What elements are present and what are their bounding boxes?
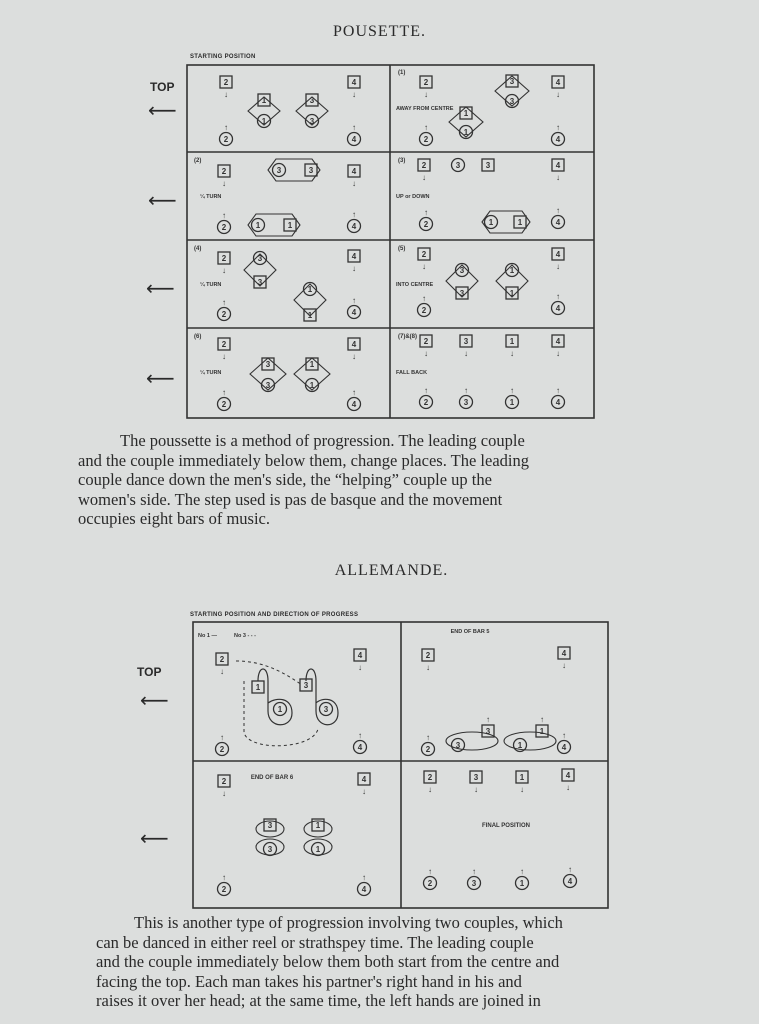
- pousette-diagram: [186, 64, 596, 420]
- paragraph-line: raises it over her head; at the same time, the left hands are joined in: [96, 991, 541, 1010]
- dancer-number: 3: [473, 773, 479, 782]
- cell-label: FINAL POSITION: [482, 823, 530, 829]
- left-arrow-icon: ⟵: [148, 98, 177, 122]
- dancer-number: 2: [421, 306, 427, 315]
- dancer-number: 2: [223, 78, 229, 87]
- step-label: ¼ TURN: [200, 194, 222, 200]
- allemande-diagram: [192, 621, 610, 911]
- dancer-number: 2: [221, 400, 227, 409]
- dancer-number: 2: [221, 310, 227, 319]
- dancer-number: 3: [455, 741, 461, 750]
- dancer-number: 1: [255, 221, 261, 230]
- up-arrow-icon: ↑: [222, 388, 226, 397]
- paragraph-line: can be danced in either reel or strathspey time. The leading couple: [96, 932, 534, 952]
- dancer-number: 2: [421, 250, 427, 259]
- up-arrow-icon: ↑: [464, 386, 468, 395]
- up-arrow-icon: ↑: [220, 733, 224, 742]
- step-label: ¼ TURN: [200, 282, 222, 288]
- dancer-number: 1: [463, 109, 469, 118]
- dancer-number: 1: [309, 381, 315, 390]
- dancer-number: 3: [265, 381, 271, 390]
- up-arrow-icon: ↑: [426, 733, 430, 742]
- dancer-number: 1: [488, 218, 494, 227]
- down-arrow-icon: ↓: [224, 90, 228, 99]
- down-arrow-icon: ↓: [426, 663, 430, 672]
- up-arrow-icon: ↑: [224, 123, 228, 132]
- down-arrow-icon: ↓: [422, 173, 426, 182]
- dancer-number: 1: [261, 117, 267, 126]
- dancer-number: 3: [276, 166, 282, 175]
- step-number: (5): [398, 246, 406, 252]
- up-arrow-icon: ↑: [352, 210, 356, 219]
- dance-path-no1: [255, 669, 292, 725]
- dancer-number: 1: [255, 683, 261, 692]
- dancer-number: 3: [309, 117, 315, 126]
- step-label: AWAY FROM CENTRE: [396, 106, 454, 112]
- pousette-title: POUSETTE.: [333, 23, 426, 40]
- dancer-number: 4: [351, 340, 357, 349]
- dancer-number: 1: [287, 221, 293, 230]
- step-number: (3): [398, 158, 406, 164]
- dancer-number: 1: [539, 727, 545, 736]
- paragraph-line: women's side. The step used is pas de basque and the movement: [78, 489, 503, 509]
- dancer-number: 1: [509, 398, 515, 407]
- up-arrow-icon: ↑: [358, 731, 362, 740]
- dancer-number: 2: [423, 398, 429, 407]
- dancer-number: 3: [509, 77, 515, 86]
- paragraph-line: facing the top. Each man takes his partner's right hand in his and: [96, 971, 522, 991]
- down-arrow-icon: ↓: [352, 179, 356, 188]
- left-arrow-icon: ⟵: [148, 188, 177, 212]
- up-arrow-icon: ↑: [424, 208, 428, 217]
- paragraph-line: The poussette is a method of progression. The leading couple: [120, 431, 525, 450]
- down-arrow-icon: ↓: [464, 349, 468, 358]
- dancer-number: 1: [517, 741, 523, 750]
- up-arrow-icon: ↑: [568, 865, 572, 874]
- dancer-number: 1: [307, 311, 313, 320]
- dancer-number: 2: [425, 745, 431, 754]
- left-arrow-icon: ⟵: [146, 276, 175, 300]
- dancer-number: 2: [423, 135, 429, 144]
- up-arrow-icon: ↑: [352, 296, 356, 305]
- down-arrow-icon: ↓: [222, 179, 226, 188]
- up-arrow-icon: ↑: [428, 867, 432, 876]
- up-arrow-icon: ↑: [520, 867, 524, 876]
- down-arrow-icon: ↓: [362, 787, 366, 796]
- dancer-number: 4: [357, 651, 363, 660]
- up-arrow-icon: ↑: [222, 211, 226, 220]
- dancer-number: 3: [323, 705, 329, 714]
- dancer-number: 1: [261, 96, 267, 105]
- up-arrow-icon: ↑: [472, 867, 476, 876]
- pousette-paragraph: [78, 431, 681, 529]
- up-arrow-icon: ↑: [556, 386, 560, 395]
- dancer-number: 3: [463, 337, 469, 346]
- up-arrow-icon: ↑: [556, 206, 560, 215]
- dancer-number: 4: [561, 649, 567, 658]
- down-arrow-icon: ↓: [556, 90, 560, 99]
- dancer-number: 1: [307, 285, 313, 294]
- step-number: (6): [194, 334, 202, 340]
- allemande-starting-label: STARTING POSITION AND DIRECTION OF PROGRESS: [190, 612, 359, 618]
- down-arrow-icon: ↓: [352, 352, 356, 361]
- dancer-number: 4: [555, 250, 561, 259]
- up-arrow-icon: ↑: [422, 294, 426, 303]
- dancer-number: 4: [555, 218, 561, 227]
- dance-path-no3: [303, 669, 338, 725]
- paragraph-line: and the couple immediately below them both start from the centre and: [96, 952, 560, 971]
- dancer-number: 3: [463, 398, 469, 407]
- dancer-number: 4: [555, 78, 561, 87]
- step-label: UP or DOWN: [396, 194, 430, 200]
- up-arrow-icon: ↑: [424, 386, 428, 395]
- paragraph-line: and the couple immediately below them, change places. The leading: [78, 450, 529, 470]
- dancer-number: 4: [555, 135, 561, 144]
- up-arrow-icon: ↑: [352, 388, 356, 397]
- dancer-number: 1: [309, 360, 315, 369]
- dancer-number: 4: [351, 222, 357, 231]
- dancer-number: 3: [309, 96, 315, 105]
- dancer-number: 4: [351, 167, 357, 176]
- dancer-number: 3: [485, 161, 491, 170]
- up-arrow-icon: ↑: [424, 123, 428, 132]
- allemande-paragraph: [96, 913, 706, 1011]
- legend-no1: No 1 —: [198, 633, 217, 639]
- down-arrow-icon: ↓: [352, 90, 356, 99]
- dancer-number: 1: [277, 705, 283, 714]
- pousette-starting-label: STARTING POSITION: [190, 54, 256, 60]
- up-arrow-icon: ↑: [222, 873, 226, 882]
- down-arrow-icon: ↓: [556, 349, 560, 358]
- cell-label: END OF BAR 5: [450, 629, 490, 635]
- down-arrow-icon: ↓: [352, 264, 356, 273]
- dancer-number: 2: [423, 220, 429, 229]
- left-arrow-icon: ⟵: [140, 826, 169, 850]
- dancer-number: 2: [223, 135, 229, 144]
- dancer-number: 4: [561, 743, 567, 752]
- step-number: (4): [194, 246, 202, 252]
- up-arrow-icon: ↑: [362, 873, 366, 882]
- step-number: (7)&(8): [398, 334, 417, 340]
- dancer-number: 4: [555, 304, 561, 313]
- up-arrow-icon: ↑: [562, 731, 566, 740]
- dancer-number: 2: [221, 254, 227, 263]
- dancer-number: 3: [265, 360, 271, 369]
- dancer-number: 3: [509, 97, 515, 106]
- allemande-title: ALLEMANDE.: [334, 562, 449, 579]
- dancer-number: 4: [361, 885, 367, 894]
- dancer-number: 4: [351, 78, 357, 87]
- step-label: ¼ TURN: [200, 370, 222, 376]
- step-number: (2): [194, 158, 202, 164]
- dancer-number: 3: [267, 821, 273, 830]
- step-label: FALL BACK: [396, 370, 428, 376]
- dancer-number: 3: [459, 266, 465, 275]
- dancer-number: 1: [509, 289, 515, 298]
- step-number: (1): [398, 70, 406, 76]
- down-arrow-icon: ↓: [562, 661, 566, 670]
- step-label: INTO CENTRE: [396, 282, 434, 288]
- dancer-number: 4: [565, 771, 571, 780]
- dancer-number: 3: [257, 278, 263, 287]
- dancer-number: 4: [351, 308, 357, 317]
- dancer-number: 1: [519, 879, 525, 888]
- dancer-number: 2: [423, 78, 429, 87]
- up-arrow-icon: ↑: [540, 715, 544, 724]
- dancer-number: 2: [221, 340, 227, 349]
- down-arrow-icon: ↓: [422, 262, 426, 271]
- up-arrow-icon: ↑: [556, 292, 560, 301]
- dancer-number: 3: [308, 166, 314, 175]
- dancer-number: 2: [221, 885, 227, 894]
- left-arrow-icon: ⟵: [140, 688, 169, 712]
- dancer-number: 2: [221, 167, 227, 176]
- paragraph-line: couple dance down the men's side, the “helping” couple up the: [78, 470, 492, 489]
- dancer-number: 2: [425, 651, 431, 660]
- down-arrow-icon: ↓: [556, 262, 560, 271]
- down-arrow-icon: ↓: [556, 173, 560, 182]
- down-arrow-icon: ↓: [424, 349, 428, 358]
- dancer-number: 4: [351, 400, 357, 409]
- allemande-top-label: TOP: [137, 665, 162, 679]
- dancer-number: 2: [219, 655, 225, 664]
- dancer-number: 1: [509, 266, 515, 275]
- dancer-number: 2: [221, 777, 227, 786]
- dancer-number: 2: [427, 879, 433, 888]
- dancer-number: 3: [303, 681, 309, 690]
- up-arrow-icon: ↑: [222, 298, 226, 307]
- paragraph-line: This is another type of progression involving two couples, which: [134, 913, 563, 932]
- down-arrow-icon: ↓: [474, 785, 478, 794]
- down-arrow-icon: ↓: [222, 266, 226, 275]
- dancer-number: 1: [517, 218, 523, 227]
- dancer-number: 1: [315, 821, 321, 830]
- dancer-number: 1: [463, 128, 469, 137]
- dancer-number: 3: [485, 727, 491, 736]
- dancer-number: 3: [459, 289, 465, 298]
- dancer-number: 1: [509, 337, 515, 346]
- dancer-number: 2: [221, 223, 227, 232]
- down-arrow-icon: ↓: [424, 90, 428, 99]
- down-arrow-icon: ↓: [510, 349, 514, 358]
- dancer-number: 4: [567, 877, 573, 886]
- dancer-number: 3: [471, 879, 477, 888]
- dancer-number: 4: [361, 775, 367, 784]
- down-arrow-icon: ↓: [222, 352, 226, 361]
- paragraph-line: occupies eight bars of music.: [78, 509, 270, 528]
- down-arrow-icon: ↓: [220, 667, 224, 676]
- up-arrow-icon: ↑: [486, 715, 490, 724]
- dancer-number: 1: [519, 773, 525, 782]
- dancer-number: 1: [315, 845, 321, 854]
- dancer-number: 4: [351, 252, 357, 261]
- down-arrow-icon: ↓: [222, 789, 226, 798]
- dancer-number: 4: [357, 743, 363, 752]
- dancer-number: 4: [555, 161, 561, 170]
- dancer-number: 2: [427, 773, 433, 782]
- dancer-number: 3: [257, 254, 263, 263]
- dancer-number: 4: [555, 398, 561, 407]
- up-arrow-icon: ↑: [352, 123, 356, 132]
- cell-label: END OF BAR 6: [250, 775, 294, 781]
- down-arrow-icon: ↓: [520, 785, 524, 794]
- dancer-number: 2: [421, 161, 427, 170]
- down-arrow-icon: ↓: [566, 783, 570, 792]
- legend-no3: No 3 - - -: [234, 633, 256, 639]
- progress-path: [236, 661, 302, 685]
- left-arrow-icon: ⟵: [146, 366, 175, 390]
- down-arrow-icon: ↓: [358, 663, 362, 672]
- dancer-number: 4: [555, 337, 561, 346]
- down-arrow-icon: ↓: [428, 785, 432, 794]
- up-arrow-icon: ↑: [556, 123, 560, 132]
- up-arrow-icon: ↑: [510, 386, 514, 395]
- dancer-number: 3: [455, 161, 461, 170]
- pousette-top-label: TOP: [150, 80, 175, 94]
- dancer-number: 3: [267, 845, 273, 854]
- dancer-number: 4: [351, 135, 357, 144]
- dancer-number: 2: [423, 337, 429, 346]
- dancer-number: 2: [219, 745, 225, 754]
